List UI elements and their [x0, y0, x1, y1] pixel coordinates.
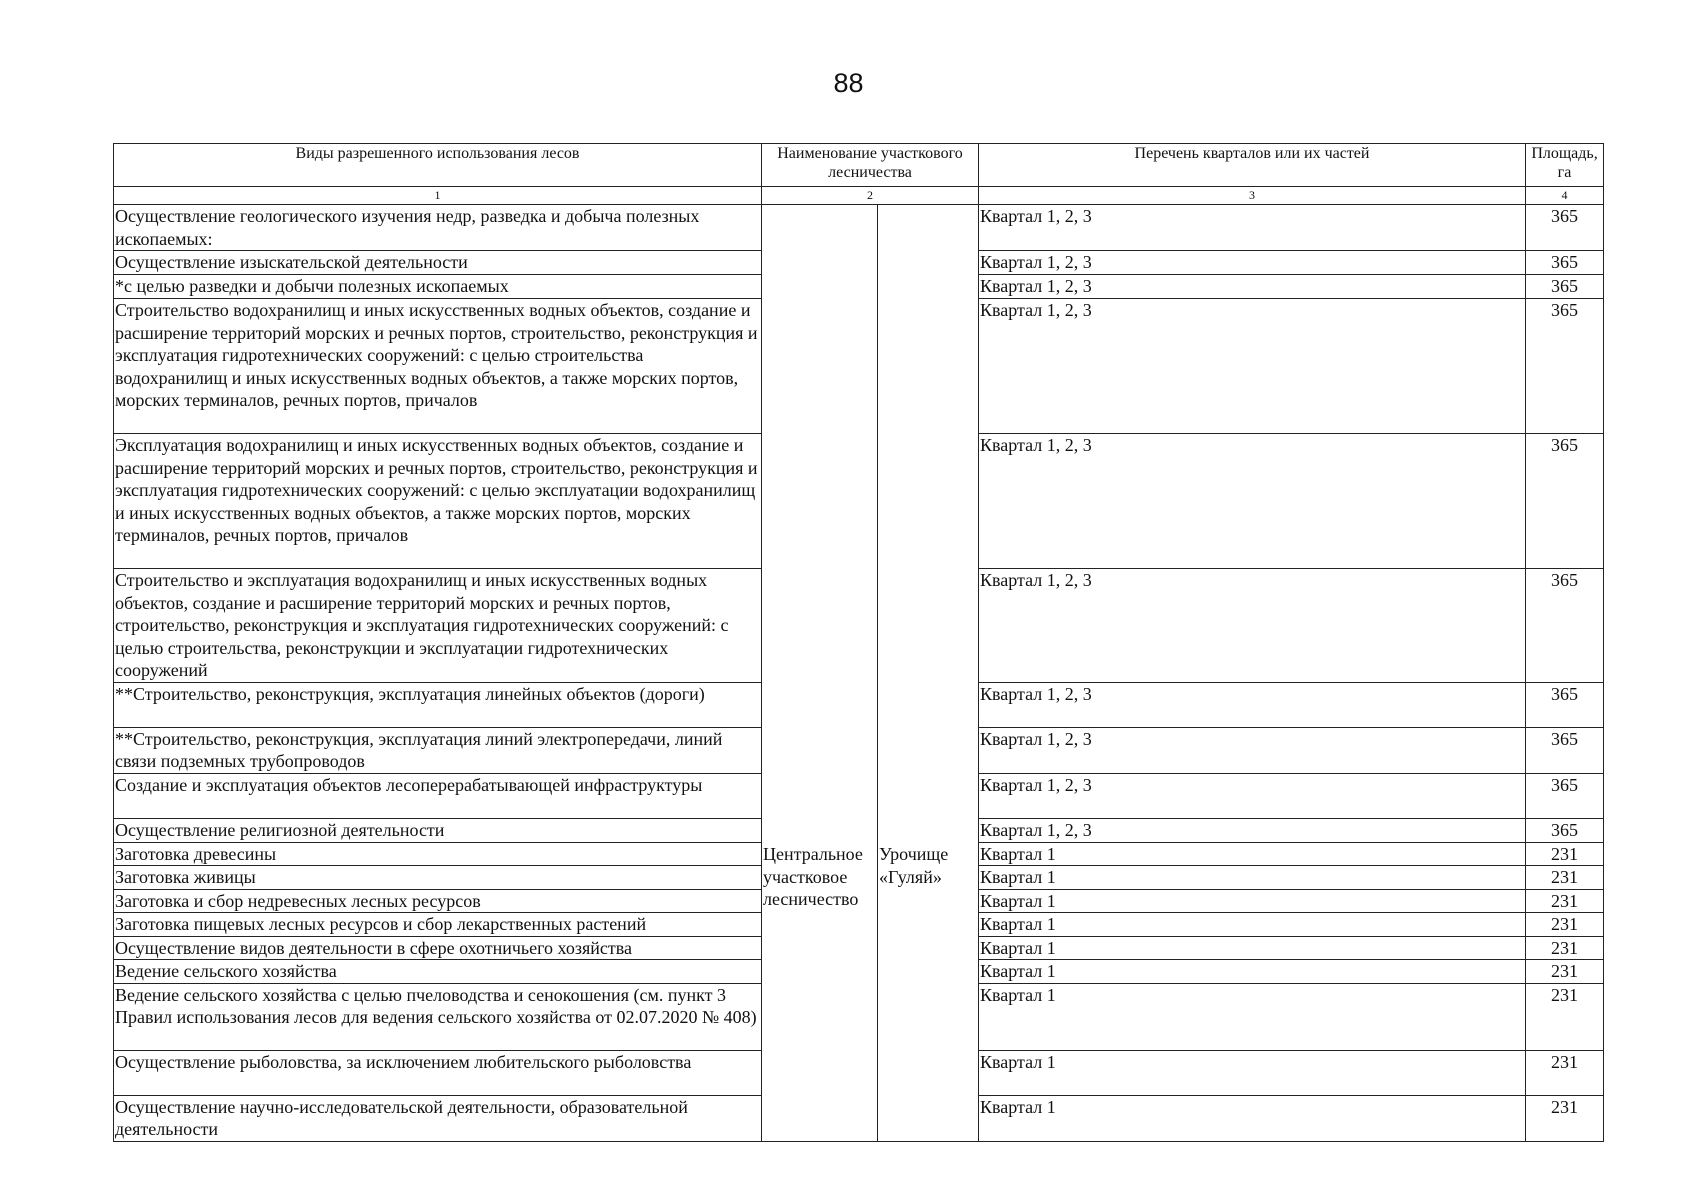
quarters-cell: Квартал 1, 2, 3 — [979, 275, 1526, 299]
quarters-cell: Квартал 1, 2, 3 — [979, 682, 1526, 727]
area-cell: 231 — [1526, 866, 1604, 890]
header-row — [114, 144, 1604, 187]
use-type-cell: Строительство и эксплуатация водохранилищ и иных искусственных водных объектов, создание и расширение территорий морских и речных портов, строительство, реконструкция и эксплуатация гидротехнических сооружений: с целью строительства, реконструкции и эксплуатации гидротехнических сооружений — [114, 569, 762, 683]
quarters-cell: Квартал 1 — [979, 913, 1526, 937]
area-cell: 231 — [1526, 1050, 1604, 1095]
use-type-cell: Ведение сельского хозяйства с целью пчеловодства и сенокошения (см. пункт 3 Правил использования лесов для ведения сельского хозяйства от 02.07.2020 № 408) — [114, 983, 762, 1050]
area-cell: 365 — [1526, 434, 1604, 569]
area-cell: 365 — [1526, 251, 1604, 275]
column-number: 3 — [979, 187, 1526, 205]
column-number: 1 — [114, 187, 762, 205]
column-number-row — [114, 187, 1604, 205]
use-type-cell: Создание и эксплуатация объектов лесоперерабатывающей инфраструктуры — [114, 773, 762, 818]
area-cell: 231 — [1526, 983, 1604, 1050]
area-cell: 365 — [1526, 727, 1604, 773]
quarters-cell: Квартал 1, 2, 3 — [979, 727, 1526, 773]
area-cell: 365 — [1526, 682, 1604, 727]
quarters-cell: Квартал 1 — [979, 889, 1526, 913]
quarters-cell: Квартал 1 — [979, 842, 1526, 866]
area-cell: 365 — [1526, 569, 1604, 683]
area-cell: 231 — [1526, 1095, 1604, 1141]
column-number: 4 — [1526, 187, 1604, 205]
quarters-cell: Квартал 1 — [979, 1095, 1526, 1141]
header-area: Площадь, га — [1526, 144, 1604, 187]
quarters-cell: Квартал 1 — [979, 936, 1526, 960]
use-type-cell: Осуществление религиозной деятельности — [114, 818, 762, 842]
header-quarters-list: Перечень кварталов или их частей — [979, 144, 1526, 187]
quarters-cell: Квартал 1, 2, 3 — [979, 818, 1526, 842]
use-type-cell: Заготовка пищевых лесных ресурсов и сбор лекарственных растений — [114, 913, 762, 937]
page-number: 88 — [833, 68, 864, 98]
quarters-cell: Квартал 1, 2, 3 — [979, 569, 1526, 683]
quarters-cell: Квартал 1, 2, 3 — [979, 773, 1526, 818]
use-type-cell: Заготовка и сбор недревесных лесных ресурсов — [114, 889, 762, 913]
forest-use-table — [113, 143, 1604, 1142]
quarters-cell: Квартал 1, 2, 3 — [979, 205, 1526, 251]
use-type-cell: Осуществление изыскательской деятельности — [114, 251, 762, 275]
use-type-cell: Ведение сельского хозяйства — [114, 960, 762, 984]
table-row — [114, 205, 1604, 251]
use-type-cell: Заготовка древесины — [114, 842, 762, 866]
header-forestry-name: Наименование участкового лесничества — [762, 144, 979, 187]
quarters-cell: Квартал 1, 2, 3 — [979, 299, 1526, 434]
use-type-cell: *с целью разведки и добычи полезных ископаемых — [114, 275, 762, 299]
quarters-cell: Квартал 1 — [979, 983, 1526, 1050]
quarters-cell: Квартал 1 — [979, 960, 1526, 984]
use-type-cell: Осуществление геологического изучения недр, разведка и добыча полезных ископаемых: — [114, 205, 762, 251]
use-type-cell: Осуществление рыболовства, за исключением любительского рыболовства — [114, 1050, 762, 1095]
tract-name: Урочище «Гуляй» — [879, 844, 949, 887]
quarters-cell: Квартал 1 — [979, 866, 1526, 890]
area-cell: 231 — [1526, 960, 1604, 984]
quarters-cell: Квартал 1, 2, 3 — [979, 434, 1526, 569]
quarters-cell: Квартал 1, 2, 3 — [979, 251, 1526, 275]
use-type-cell: Осуществление научно-исследовательской деятельности, образовательной деятельности — [114, 1095, 762, 1141]
use-type-cell: Эксплуатация водохранилищ и иных искусственных водных объектов, создание и расширение территорий морских и речных портов, строительство, реконструкция и эксплуатация гидротехнических сооружений: с целью эксплуатации водохранилищ и иных искусственных водных объектов, а также морских портов, морских терминалов, речных портов, причалов — [114, 434, 762, 569]
use-type-cell: Строительство водохранилищ и иных искусственных водных объектов, создание и расширение территорий морских и речных портов, строительство, реконструкция и эксплуатация гидротехнических сооружений: с целью строительства водохранилищ и иных искусственных водных объектов, а также морских портов, морских терминалов, речных портов, причалов — [114, 299, 762, 434]
forestry-name: Центральное участковое лесничество — [763, 844, 863, 909]
use-type-cell: Осуществление видов деятельности в сфере охотничьего хозяйства — [114, 936, 762, 960]
use-type-cell: Заготовка живицы — [114, 866, 762, 890]
area-cell: 365 — [1526, 205, 1604, 251]
area-cell: 231 — [1526, 936, 1604, 960]
forestry-name-cell — [762, 205, 878, 1142]
tract-name-cell — [878, 205, 979, 1142]
quarters-cell: Квартал 1 — [979, 1050, 1526, 1095]
area-cell: 365 — [1526, 818, 1604, 842]
area-cell: 231 — [1526, 889, 1604, 913]
use-type-cell: **Строительство, реконструкция, эксплуатация линейных объектов (дороги) — [114, 682, 762, 727]
column-number: 2 — [762, 187, 979, 205]
area-cell: 365 — [1526, 299, 1604, 434]
header-use-types: Виды разрешенного использования лесов — [114, 144, 762, 187]
area-cell: 231 — [1526, 913, 1604, 937]
area-cell: 231 — [1526, 842, 1604, 866]
area-cell: 365 — [1526, 275, 1604, 299]
use-type-cell: **Строительство, реконструкция, эксплуатация линий электропередачи, линий связи подземных трубопроводов — [114, 727, 762, 773]
area-cell: 365 — [1526, 773, 1604, 818]
